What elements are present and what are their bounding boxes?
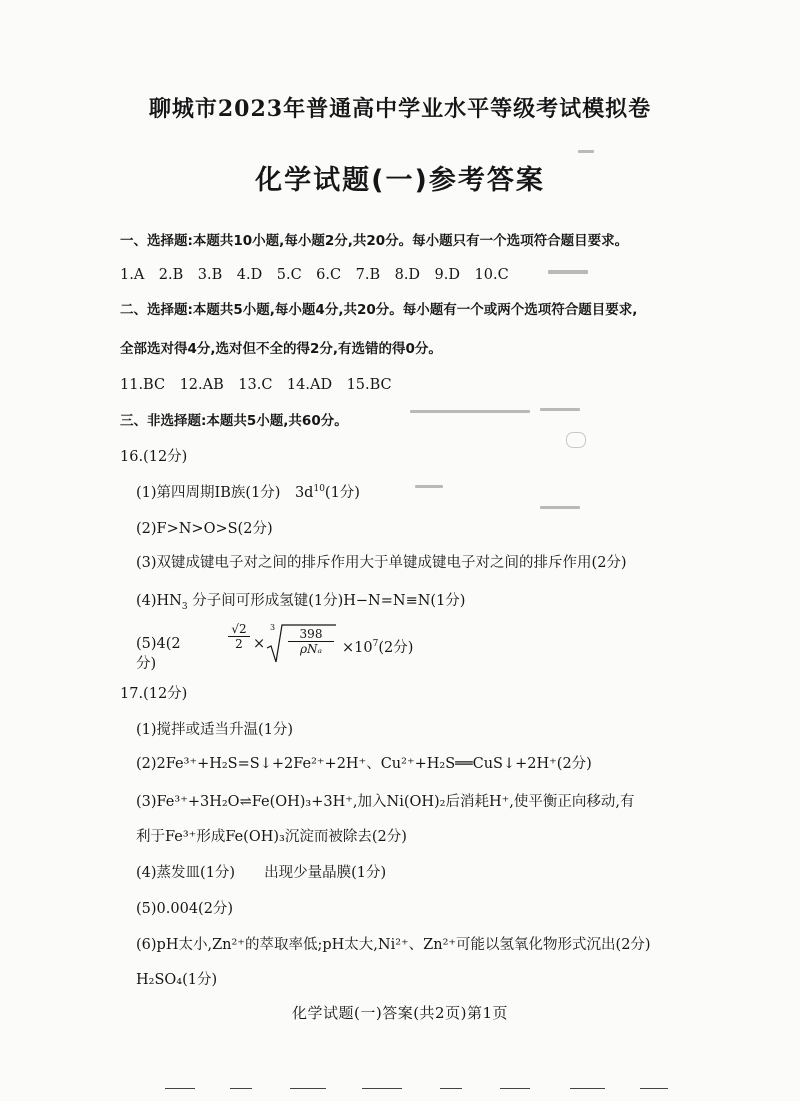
q17-answer-1: (1)搅拌或适当升温(1分) [136,722,294,738]
section2-heading: 二、选择题:本题共5小题,每小题4分,共20分。每小题有一个或两个选项符合题目要求, [120,302,638,318]
power-base: ×10 [342,640,373,656]
dash-segment [440,1088,462,1089]
section2-heading-cont: 全部选对得4分,选对但不全的得2分,有选错的得0分。 [120,341,442,357]
q16-answer-4 [136,589,465,612]
bottom-dashed-divider [0,1088,800,1090]
root-denominator: ρNₐ [299,642,323,656]
q17-answer-6-cont: H₂SO₄(1分) [136,972,218,988]
scan-speck [548,270,588,274]
q17-answer-4: (4)蒸发皿(1分) 出现少量晶膜(1分) [136,865,387,881]
q16-answer-4-rest: 分子间可形成氢键(1分)H−N=N≡N(1分) [187,593,466,609]
q17-answer-2: (2)2Fe³⁺+H₂S=S↓+2Fe²⁺+2H⁺、Cu²⁺+H₂S══CuS↓+2H⁺(2分) [136,756,592,772]
q16-answer-1-text: (1)第四周期ⅠB族(1分) 3d [136,485,314,501]
q17-answer-3-cont: 利于Fe³⁺形成Fe(OH)₃沉淀而被除去(2分) [136,829,407,845]
dash-segment [230,1088,252,1089]
dash-segment [290,1088,326,1089]
scan-speck [566,432,586,448]
scan-speck [415,485,443,488]
root-numerator: 398 [288,627,334,642]
q16-answer-2: (2)F>N>O>S(2分) [136,521,273,537]
q17-label: 17.(12分) [120,686,188,702]
fraction-denominator: 2 [235,637,243,651]
q16-answer-1-score: (1分) [324,485,360,501]
scan-speck [578,150,594,153]
q16-answer-3: (3)双键成键电子对之间的排斥作用大于单键成键电子对之间的排斥作用(2分) [136,555,627,571]
scan-speck [540,506,580,509]
fraction-numerator: √2 [228,622,250,637]
q17-answer-6: (6)pH太小,Zn²⁺的萃取率低;pH太大,Ni²⁺、Zn²⁺可能以氢氧化物形式沉出(2分) [136,937,651,953]
section2-answers: 11.BC 12.AB 13.C 14.AD 15.BC [120,377,392,393]
q17-answer-3: (3)Fe³⁺+3H₂O⇌Fe(OH)₃+3H⁺,加入Ni(OH)₂后消耗H⁺,使平衡正向移动,有 [136,794,635,810]
scan-speck [410,410,530,413]
exam-title: 聊城市2023年普通高中学业水平等级考试模拟卷 [148,96,652,122]
q16-answer-1 [136,481,360,502]
dash-segment [640,1088,668,1089]
scan-speck [540,408,580,411]
section1-heading: 一、选择题:本题共10小题,每小题2分,共20分。每小题只有一个选项符合题目要求。 [120,233,629,249]
section1-answers: 1.A 2.B 3.B 4.D 5.C 6.C 7.B 8.D 9.D 10.C [120,267,509,283]
q16-answer-1-sup: 10 [313,484,325,495]
root-fraction [288,627,334,656]
dash-segment [165,1088,195,1089]
q16-answer-5-score: (2分) [378,640,414,656]
dash-segment [500,1088,530,1089]
root-index: 3 [270,623,276,632]
q16-answer-5-label: (5)4(2分) [136,636,181,672]
dash-segment [362,1088,402,1089]
cube-root-expression [266,622,338,666]
q16-answer-5-tail [342,636,413,657]
section3-heading: 三、非选择题:本题共5小题,共60分。 [120,413,348,429]
power-exponent: 7 [372,639,379,650]
answer-key-subtitle: 化学试题(一)参考答案 [255,165,545,196]
page-footer: 化学试题(一)答案(共2页)第1页 [292,1004,508,1022]
times-sign: × [253,636,266,652]
q16-answer-4-sub: 3 [181,601,188,612]
q16-answer-4-text: (4)HN [136,593,182,609]
q16-label: 16.(12分) [120,449,188,465]
sqrt2-over-2-fraction [228,622,250,651]
dash-segment [570,1088,605,1089]
q17-answer-5: (5)0.004(2分) [136,901,234,917]
